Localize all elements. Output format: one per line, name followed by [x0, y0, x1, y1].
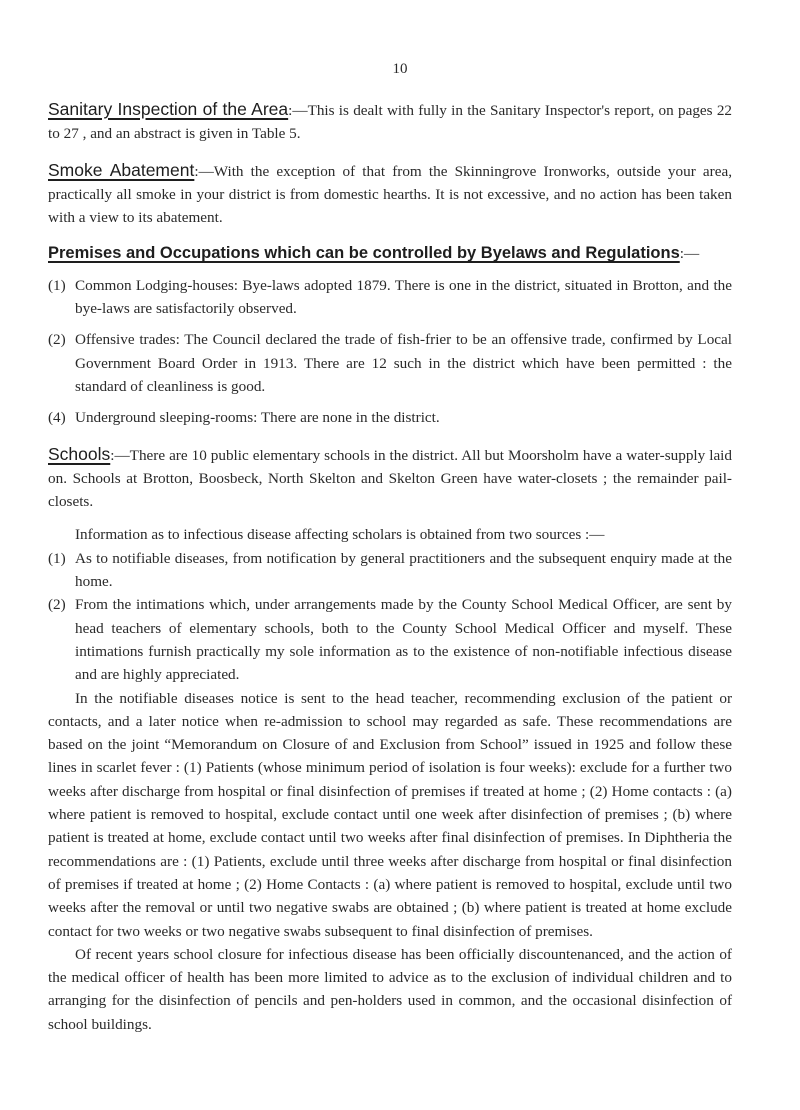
schools-source-text: From the intimations which, under arrangements made by the County School Medical Officer, are sent by head teachers of elementary schools, both to the County School Medical Officer and myself. These intimations furnish practically my sole information as to the existence of non-notifiable infectious disease and are highly appreciated. [75, 596, 732, 684]
schools-source-2 [48, 593, 732, 686]
premises-item-number: (2) [48, 331, 66, 349]
premises-item-text: Underground sleeping-rooms: There are none in the district. [75, 409, 440, 427]
premises-item-1 [48, 274, 732, 321]
premises-item-number: (1) [48, 276, 66, 294]
premises-item-3 [48, 406, 732, 429]
schools-source-1 [48, 547, 732, 594]
premises-heading-suffix: :— [679, 245, 700, 263]
schools-source-number: (1) [48, 549, 66, 567]
schools-info-intro: Information as to infectious disease affecting scholars is obtained from two sources :— [75, 526, 605, 544]
schools-paragraph [48, 443, 732, 514]
smoke-abatement-text: :—With the exception of that from the Skinningrove Ironworks, outside your area, practically all smoke in your district is from domestic hearths. It is not excessive, and no action has been taken with a view to its abatement. [48, 162, 732, 227]
schools-source-number: (2) [48, 596, 66, 614]
school-closure-paragraph: Of recent years school closure for infectious disease has been officially discountenanced, and the action of the medical officer of health has been more limited to advice as to the exclusion of individual children and to arranging for the disinfection of pencils and pen-holders used in common, and the occasional disinfection of school buildings. [48, 945, 732, 1033]
premises-heading: Premises and Occupations which can be controlled by Byelaws and Regulations [48, 244, 680, 263]
premises-item-number: (4) [48, 409, 66, 427]
schools-heading: Schools [48, 443, 111, 464]
page-number: 10 [392, 61, 408, 77]
schools-text: :—There are 10 public elementary schools in the district. All but Moorsholm have a water-supply laid on. Schools at Brotton, Boosbeck, North Skelton and Skelton Green have water-closets ; the remainder pail-closets. [48, 446, 732, 511]
premises-item-2 [48, 328, 732, 398]
sanitary-inspection-paragraph [48, 98, 732, 146]
sanitary-inspection-text: :—This is dealt with fully in the Sanitary Inspector's report, on pages 22 to 27 , and an abstract is given in Table 5. [48, 102, 733, 143]
premises-item-text: Offensive trades: The Council declared the trade of fish-frier to be an offensive trade, confirmed by Local Government Board Order in 1913. There are 12 such in the district which have been permitted : the standard of cleanliness is good. [75, 331, 732, 395]
notifiable-diseases-paragraph: In the notifiable diseases notice is sent to the head teacher, recommending exclusion of the patient or contacts, and a later notice when re-admission to school may regarded as safe. These recommendations are based on the joint “Memorandum on Closure of and Exclusion from School” issued in 1925 and follow these lines in scarlet fever : (1) Patients (whose minimum period of isolation is four weeks): exclude for a further two weeks after discharge from hospital or final disinfection of premises if treated at home ; (2) Home contacts : (a) where patient is removed to hospital, exclude contact until one week after disinfection of premises ; (b) where patient is treated at home, exclude contact until two weeks after final disinfection of premises. In Diphtheria the recommendations are : (1) Patients, exclude until three weeks after discharge from hospital or final disinfection of premises if treated at home ; (2) Home Contacts : (a) where patient is removed to hospital, exclude until two weeks after the removal or until two negative swabs are obtained ; (b) where patient is treated at home exclude contact for two weeks or two negative swabs subsequent to final disinfection of premises. [48, 689, 732, 940]
premises-heading-line [48, 242, 732, 265]
page-content [48, 98, 732, 1036]
schools-source-text: As to notifiable diseases, from notification by general practitioners and the subsequent enquiry made at the home. [75, 549, 732, 591]
smoke-abatement-paragraph [48, 159, 732, 230]
premises-item-text: Common Lodging-houses: Bye-laws adopted 1879. There is one in the district, situated in Brotton, and the bye-laws are satisfactorily observed. [75, 276, 732, 318]
smoke-abatement-heading: Smoke Abatement [48, 159, 195, 180]
sanitary-inspection-heading: Sanitary Inspection of the Area [48, 99, 289, 119]
